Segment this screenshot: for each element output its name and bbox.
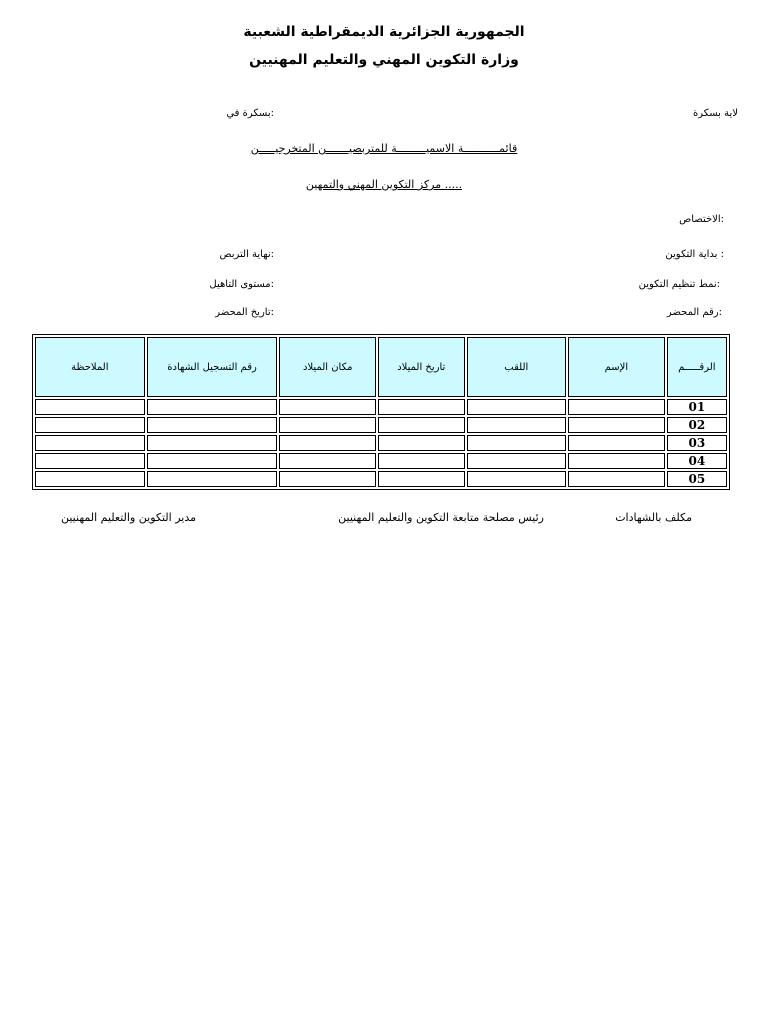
- cell: [279, 417, 376, 433]
- header-first-name: الإسم: [568, 337, 665, 397]
- table-row: [35, 417, 727, 433]
- header-number: الرقـــــم: [667, 337, 727, 397]
- cell: [147, 417, 278, 433]
- cell: [378, 399, 465, 415]
- cell: [467, 399, 567, 415]
- cell: [35, 471, 145, 487]
- ministry-title: وزارة التكوين المهني والتعليم المهنيين: [249, 52, 519, 68]
- cell: [279, 399, 376, 415]
- service-head-signature: رئيس مصلحة متابعة التكوين والتعليم المهنيين: [338, 511, 544, 524]
- cell: [568, 435, 665, 451]
- cell: [467, 417, 567, 433]
- cell: [147, 399, 278, 415]
- row-number: 01: [667, 399, 727, 415]
- table-row: [35, 399, 727, 415]
- date-line: :بسكرة في: [226, 108, 274, 119]
- row-number: 05: [667, 471, 727, 487]
- cell: [147, 471, 278, 487]
- table-row: [35, 435, 727, 451]
- cell: [147, 435, 278, 451]
- internship-end-field: :نهاية التربص: [219, 249, 274, 260]
- cell: [147, 453, 278, 469]
- certificates-officer-signature: مكلف بالشهادات: [615, 511, 692, 524]
- header-birth-date: تاريخ الميلاد: [378, 337, 465, 397]
- cell: [378, 471, 465, 487]
- cell: [378, 435, 465, 451]
- republic-title: الجمهورية الجزائرية الديمقراطية الشعبية: [243, 24, 525, 40]
- training-start-field: : بداية التكوين: [665, 249, 724, 260]
- cell: [568, 399, 665, 415]
- cell: [378, 417, 465, 433]
- cell: [35, 453, 145, 469]
- header-birth-place: مكان الميلاد: [279, 337, 376, 397]
- row-number: 04: [667, 453, 727, 469]
- row-number: 02: [667, 417, 727, 433]
- minutes-date-field: :تاريخ المحضر: [215, 307, 274, 318]
- cell: [35, 435, 145, 451]
- cell: [568, 471, 665, 487]
- qualification-level-field: :مستوى التاهيل: [209, 279, 274, 290]
- row-number: 03: [667, 435, 727, 451]
- cell: [279, 435, 376, 451]
- cell: [279, 453, 376, 469]
- table-row: [35, 471, 727, 487]
- cell: [467, 435, 567, 451]
- minutes-number-field: :رقم المحضر: [666, 307, 722, 318]
- header-certificate-reg: رقم التسجيل الشهادة: [147, 337, 278, 397]
- training-mode-field: :نمط تنظيم التكوين: [638, 279, 720, 290]
- director-signature: مدير التكوين والتعليم المهنيين: [60, 511, 196, 524]
- cell: [467, 471, 567, 487]
- cell: [35, 417, 145, 433]
- header-notes: الملاحظة: [35, 337, 145, 397]
- cell: [279, 471, 376, 487]
- graduates-table: [32, 334, 730, 490]
- list-title: قائمـــــــــــة الاسميـــــــــة للمتربصيـــــــن المتخرجيـــــن: [250, 142, 518, 155]
- table-row: [35, 453, 727, 469]
- cell: [378, 453, 465, 469]
- cell: [35, 399, 145, 415]
- specialty-field: :الاختصاص: [679, 214, 724, 225]
- wilaya-label: لاية بسكرة: [692, 108, 738, 119]
- cell: [568, 453, 665, 469]
- header-last-name: اللقب: [467, 337, 567, 397]
- cell: [568, 417, 665, 433]
- table-header-row: [35, 337, 727, 397]
- cell: [467, 453, 567, 469]
- center-title: ..... مركز التكوين المهني والتمهين: [305, 178, 463, 191]
